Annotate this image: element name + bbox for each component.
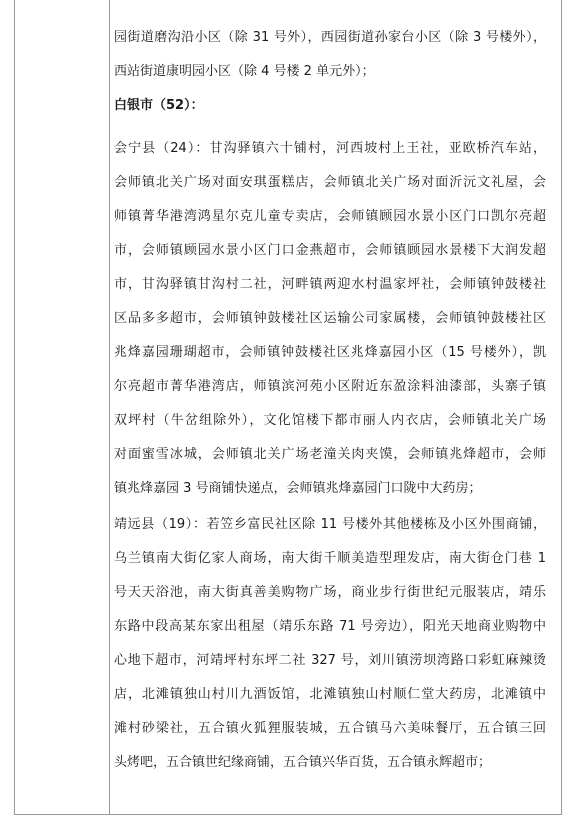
text-line: 心地下超市，河靖坪村东坪二社 327 号，刘川镇涝坝湾路口彩虹麻辣烫 (114, 653, 546, 668)
text-line: 西站街道康明园小区（除 4 号楼 2 单元外）； (114, 64, 375, 79)
text-line: 东路中段高某东家出租屋（靖乐东路 71 号旁边），阳光天地商业购物中 (114, 619, 546, 634)
text-line: 双坪村（牛岔组除外），文化馆楼下都市丽人内衣店，会师镇北关广场 (114, 413, 546, 428)
text-line: 师镇菁华港湾鸿星尔克儿童专卖店，会师镇顾园水景小区门口凯尔亮超 (114, 209, 546, 224)
text-line: 园街道磨沟沿小区（除 31 号外），西园街道孙家台小区（除 3 号楼外）， (114, 30, 546, 45)
section-heading: 白银市（52）： (114, 98, 204, 113)
text-line: 镇兆烽嘉园 3 号商铺快递点，会师镇兆烽嘉园门口陇中大药房； (114, 481, 482, 496)
text-line: 号天天浴池，南大街真善美购物广场，商业步行街世纪元服装店，靖乐 (114, 585, 546, 600)
text-line: 店，北滩镇独山村川九酒饭馆，北滩镇独山村顺仁堂大药房，北滩镇中 (114, 687, 546, 702)
column-divider (109, 0, 110, 814)
text-line: 对面蜜雪冰城，会师镇北关广场老潼关肉夹馍，会师镇兆烽超市，会师 (114, 447, 546, 462)
text-line: 区品多多超市，会师镇钟鼓楼社区运输公司家属楼，会师镇钟鼓楼社区 (114, 311, 546, 326)
text-line: 兆烽嘉园珊瑚超市，会师镇钟鼓楼社区兆烽嘉园小区（15 号楼外），凯 (114, 345, 546, 360)
text-line: 市，甘沟驿镇甘沟村二社，河畔镇两迎水村温家坪社，会师镇钟鼓楼社 (114, 277, 546, 292)
text-line: 头烤吧，五合镇世纪缘商铺，五合镇兴华百货，五合镇永辉超市； (114, 755, 492, 770)
text-line: 会师镇北关广场对面安琪蛋糕店，会师镇北关广场对面沂沅文礼屋，会 (114, 175, 546, 190)
text-line: 会宁县（24）：甘沟驿镇六十铺村，河西坡村上王社，亚欧桥汽车站， (114, 141, 546, 156)
text-line: 尔亮超市菁华港湾店，师镇滨河苑小区附近东盈涂料油漆部，头寨子镇 (114, 379, 546, 394)
text-line: 乌兰镇南大街亿家人商场，南大街千顺美造型理发店，南大街仓门巷 1 (114, 551, 546, 566)
text-line: 靖远县（19）：若笠乡富民社区除 11 号楼外其他楼栋及小区外围商铺， (114, 517, 546, 532)
text-line: 滩村砂梁社，五合镇火狐狸服装城，五合镇马六美味餐厅，五合镇三回 (114, 721, 546, 736)
text-line: 市，会师镇顾园水景小区门口金燕超市，会师镇顾园水景楼下大润发超 (114, 243, 546, 258)
